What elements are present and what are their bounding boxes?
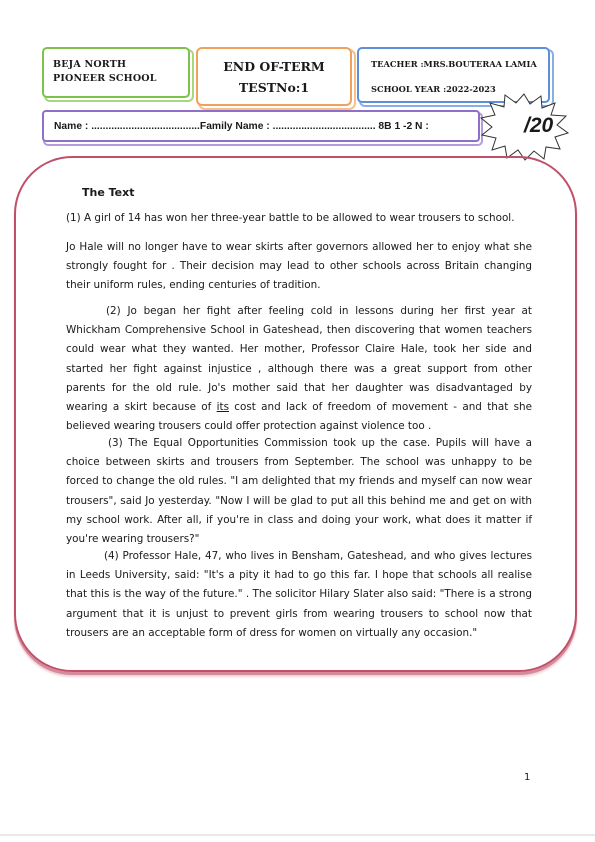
school-box [42,47,190,98]
paragraph-2-text-b: cost and lack of freedom of movement - and that she believed wearing trousers could offer protection against violence too . [66,401,532,433]
paragraph-2 [66,302,532,436]
paragraph-3: (3) The Equal Opportunities Commission took up the case. Pupils will have a choice between skirts and trousers from September. The school was unhappy to be forced to change the old rules. "I am delighted that my friends and myself can now wear trousers", said Jo yesterday. "Now I will be glad to put all this behind me and get on with my school work. After all, if you're in class and doing your work, what does it matter if you're wearing trousers?" [66,437,532,546]
name-field-bar [42,110,480,142]
school-name: BEJA NORTH PIONEER SCHOOL [53,59,157,84]
school-year: SCHOOL YEAR :2022-2023 [371,84,496,94]
paragraph-2-its: its [216,401,229,414]
name-field-line: Name : ......................................Family Name : .................................... 8B 1 -2 N : [54,121,429,132]
teacher-name: TEACHER :MRS.BOUTERAA LAMIA [371,59,537,69]
paragraph-1: (1) A girl of 14 has won her three-year battle to be allowed to wear trousers to school. [66,212,515,224]
paragraph-1b: Jo Hale will no longer have to wear skirts after governors allowed her to enjoy what she strongly fought for . Their decision may lead to other schools across Britain changing their uniform rules, ending centuries of tradition. [66,241,532,292]
exam-title-line2: TESTNo:1 [238,80,310,95]
paragraph-2-text-a: (2) Jo began her fight after feeling cold in lessons during her first year at Whickham Comprehensive School in Gateshead, then discovering that women teachers could wear what they wanted. Her mother, Professor Claire Hale, took her side and started her fight against injustice , although there was a great support from other parents for the old rule. Jo's mother said that her daughter was disadvantaged by wearing a skirt because of [66,305,532,414]
text-heading: The Text [82,186,135,199]
paragraph-4: (4) Professor Hale, 47, who lives in Bensham, Gateshead, and who gives lectures in Leeds University, said: "It's a pity it had to go this far. I hope that schools all realise that this is the way of the future." . The solicitor Hilary Slater also said: "There is a strong argument that it is unjust to prevent girls from wearing trousers to school now that trousers are an acceptable form of dress for women on virtually any occasion." [66,550,532,639]
page-number: 1 [524,772,531,783]
exam-title-line1: END OF-TERM [223,59,325,74]
exam-title-box [196,47,352,106]
score-label: /20 [524,114,554,137]
footer-divider [0,834,595,836]
